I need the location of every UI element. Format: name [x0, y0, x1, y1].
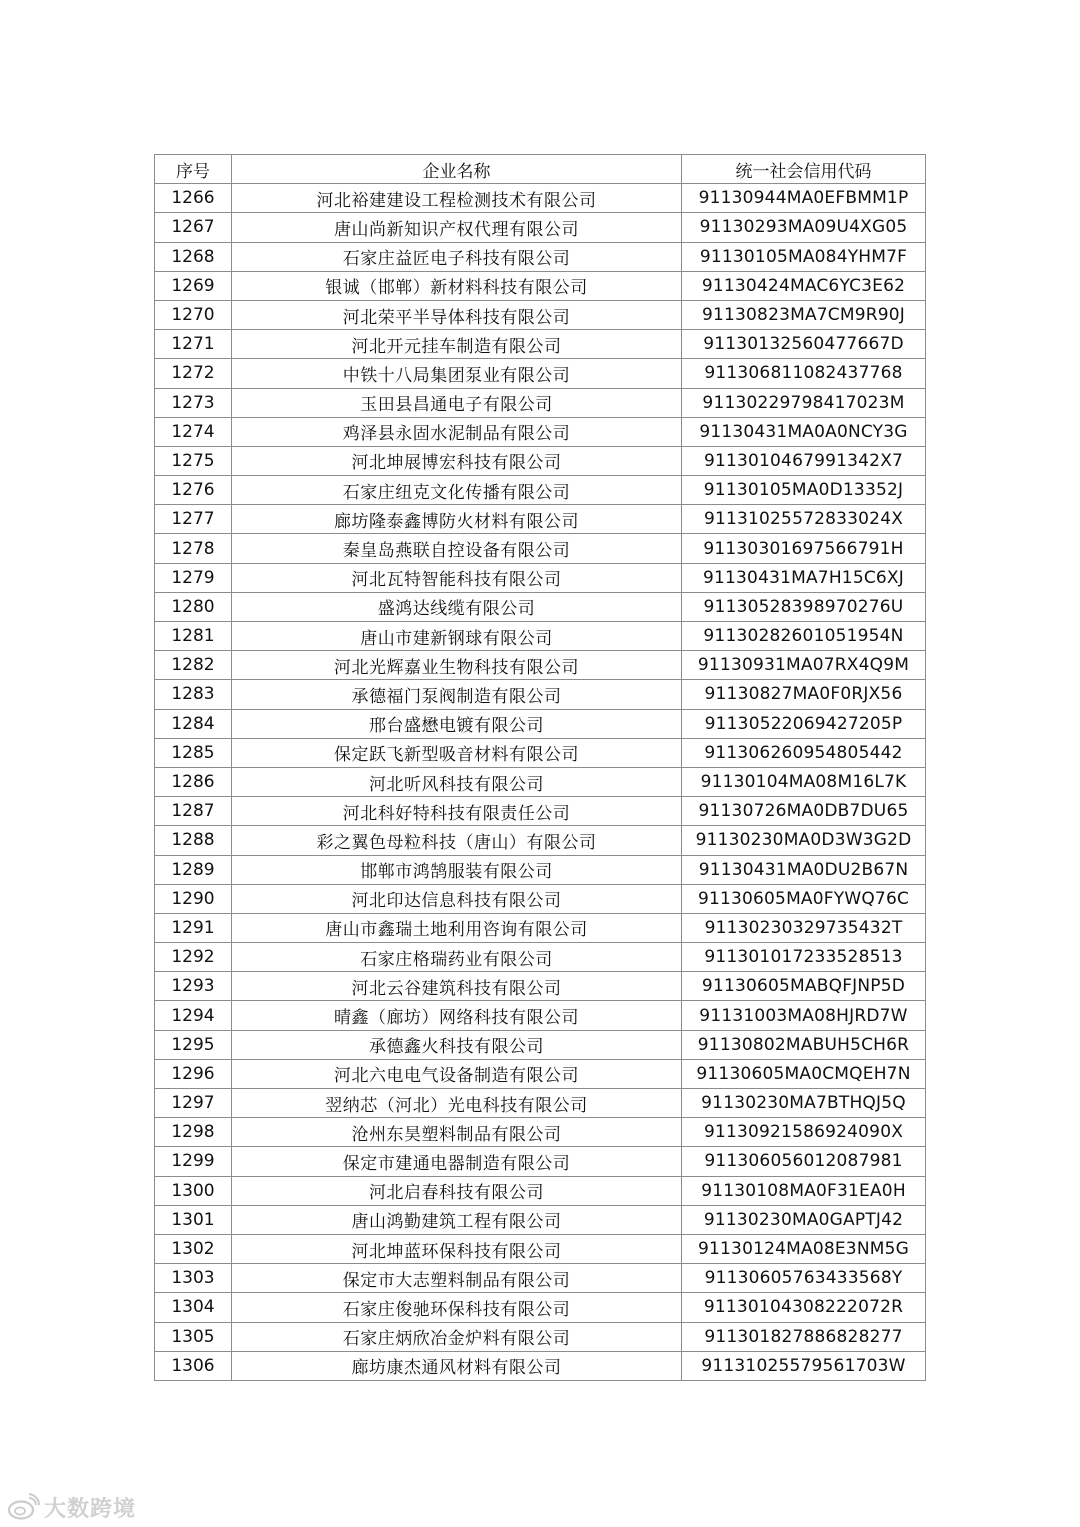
row-credit-code-cell: 91130726MA0DB7DU65	[682, 797, 926, 826]
row-company-name-cell: 唐山鸿勤建筑工程有限公司	[232, 1205, 682, 1234]
row-company-name-cell: 石家庄俊驰环保科技有限公司	[232, 1293, 682, 1322]
row-credit-code-cell: 91130431MA0A0NCY3G	[682, 417, 926, 446]
row-index-cell: 1278	[155, 534, 232, 563]
row-credit-code-cell: 911306811082437768	[682, 359, 926, 388]
row-company-name-cell: 河北启春科技有限公司	[232, 1176, 682, 1205]
row-index-cell: 1283	[155, 680, 232, 709]
table-row	[155, 797, 926, 826]
row-company-name-cell: 河北荣平半导体科技有限公司	[232, 300, 682, 329]
header-row	[155, 155, 926, 184]
row-company-name-cell: 保定跃飞新型吸音材料有限公司	[232, 738, 682, 767]
row-index-cell: 1286	[155, 767, 232, 796]
table-row	[155, 417, 926, 446]
row-company-name-cell: 承德鑫火科技有限公司	[232, 1030, 682, 1059]
row-credit-code-cell: 91130230MA0D3W3G2D	[682, 826, 926, 855]
row-company-name-cell: 鸡泽县永固水泥制品有限公司	[232, 417, 682, 446]
header-index: 序号	[155, 155, 232, 184]
row-company-name-cell: 保定市建通电器制造有限公司	[232, 1147, 682, 1176]
row-company-name-cell: 河北开元挂车制造有限公司	[232, 330, 682, 359]
row-index-cell: 1287	[155, 797, 232, 826]
row-credit-code-cell: 91130105MA084YHM7F	[682, 242, 926, 271]
row-credit-code-cell: 91130823MA7CM9R90J	[682, 300, 926, 329]
row-index-cell: 1294	[155, 1001, 232, 1030]
row-company-name-cell: 河北听风科技有限公司	[232, 767, 682, 796]
row-index-cell: 1302	[155, 1234, 232, 1263]
table-row	[155, 680, 926, 709]
row-credit-code-cell: 91131003MA08HJRD7W	[682, 1001, 926, 1030]
row-company-name-cell: 河北印达信息科技有限公司	[232, 884, 682, 913]
table-row	[155, 1147, 926, 1176]
row-index-cell: 1268	[155, 242, 232, 271]
row-index-cell: 1290	[155, 884, 232, 913]
table-row	[155, 505, 926, 534]
row-credit-code-cell: 91130104MA08M16L7K	[682, 767, 926, 796]
table-row	[155, 738, 926, 767]
table-row	[155, 1322, 926, 1351]
row-credit-code-cell: 911301017233528513	[682, 943, 926, 972]
row-company-name-cell: 唐山尚新知识产权代理有限公司	[232, 213, 682, 242]
row-company-name-cell: 玉田县昌通电子有限公司	[232, 388, 682, 417]
table-row	[155, 826, 926, 855]
table-row	[155, 1205, 926, 1234]
row-credit-code-cell: 91131025579561703W	[682, 1351, 926, 1380]
row-credit-code-cell: 91130802MABUH5CH6R	[682, 1030, 926, 1059]
row-company-name-cell: 河北科好特科技有限责任公司	[232, 797, 682, 826]
row-company-name-cell: 石家庄纽克文化传播有限公司	[232, 476, 682, 505]
row-index-cell: 1300	[155, 1176, 232, 1205]
row-company-name-cell: 廊坊康杰通风材料有限公司	[232, 1351, 682, 1380]
table-row	[155, 972, 926, 1001]
row-company-name-cell: 翌纳芯（河北）光电科技有限公司	[232, 1089, 682, 1118]
table-header	[155, 155, 926, 184]
row-credit-code-cell: 91130605MA0CMQEH7N	[682, 1059, 926, 1088]
row-credit-code-cell: 91130124MA08E3NM5G	[682, 1234, 926, 1263]
table-row	[155, 1351, 926, 1380]
table-row	[155, 359, 926, 388]
row-company-name-cell: 石家庄炳欣冶金炉料有限公司	[232, 1322, 682, 1351]
table-row	[155, 1001, 926, 1030]
row-credit-code-cell: 9113010467991342X7	[682, 446, 926, 475]
row-credit-code-cell: 91130827MA0F0RJX56	[682, 680, 926, 709]
row-index-cell: 1267	[155, 213, 232, 242]
table-row	[155, 855, 926, 884]
row-company-name-cell: 石家庄益匠电子科技有限公司	[232, 242, 682, 271]
row-index-cell: 1276	[155, 476, 232, 505]
row-credit-code-cell: 91130230329735432T	[682, 913, 926, 942]
row-company-name-cell: 河北云谷建筑科技有限公司	[232, 972, 682, 1001]
row-index-cell: 1288	[155, 826, 232, 855]
row-credit-code-cell: 91130282601051954N	[682, 622, 926, 651]
watermark	[6, 1490, 136, 1524]
table-row	[155, 1118, 926, 1147]
row-credit-code-cell: 91130944MA0EFBMM1P	[682, 184, 926, 213]
table-row	[155, 913, 926, 942]
row-company-name-cell: 河北坤蓝环保科技有限公司	[232, 1234, 682, 1263]
row-company-name-cell: 廊坊隆泰鑫博防火材料有限公司	[232, 505, 682, 534]
row-company-name-cell: 晴鑫（廊坊）网络科技有限公司	[232, 1001, 682, 1030]
row-index-cell: 1293	[155, 972, 232, 1001]
row-index-cell: 1266	[155, 184, 232, 213]
row-company-name-cell: 唐山市建新钢球有限公司	[232, 622, 682, 651]
row-credit-code-cell: 91130293MA09U4XG05	[682, 213, 926, 242]
table-row	[155, 622, 926, 651]
table-row	[155, 330, 926, 359]
table-row	[155, 446, 926, 475]
row-credit-code-cell: 91130921586924090X	[682, 1118, 926, 1147]
table-row	[155, 300, 926, 329]
weibo-logo-icon	[6, 1493, 40, 1521]
row-index-cell: 1291	[155, 913, 232, 942]
table-row	[155, 563, 926, 592]
table-row	[155, 709, 926, 738]
row-index-cell: 1284	[155, 709, 232, 738]
row-index-cell: 1303	[155, 1264, 232, 1293]
row-company-name-cell: 唐山市鑫瑞土地利用咨询有限公司	[232, 913, 682, 942]
row-credit-code-cell: 91130230MA0GAPTJ42	[682, 1205, 926, 1234]
row-index-cell: 1279	[155, 563, 232, 592]
row-credit-code-cell: 91130105MA0D13352J	[682, 476, 926, 505]
row-credit-code-cell: 91130605MABQFJNP5D	[682, 972, 926, 1001]
row-index-cell: 1292	[155, 943, 232, 972]
row-company-name-cell: 承德福门泵阀制造有限公司	[232, 680, 682, 709]
table-row	[155, 1234, 926, 1263]
row-index-cell: 1274	[155, 417, 232, 446]
row-index-cell: 1282	[155, 651, 232, 680]
row-index-cell: 1295	[155, 1030, 232, 1059]
row-credit-code-cell: 91131025572833024X	[682, 505, 926, 534]
row-company-name-cell: 河北瓦特智能科技有限公司	[232, 563, 682, 592]
row-company-name-cell: 河北裕建建设工程检测技术有限公司	[232, 184, 682, 213]
row-index-cell: 1275	[155, 446, 232, 475]
table-row	[155, 476, 926, 505]
row-index-cell: 1277	[155, 505, 232, 534]
row-index-cell: 1297	[155, 1089, 232, 1118]
table-row	[155, 534, 926, 563]
row-credit-code-cell: 91130424MAC6YC3E62	[682, 271, 926, 300]
row-credit-code-cell: 91130229798417023M	[682, 388, 926, 417]
header-name: 企业名称	[232, 155, 682, 184]
row-index-cell: 1272	[155, 359, 232, 388]
row-credit-code-cell: 911301827886828277	[682, 1322, 926, 1351]
row-index-cell: 1285	[155, 738, 232, 767]
row-index-cell: 1269	[155, 271, 232, 300]
table-row	[155, 943, 926, 972]
row-company-name-cell: 邯郸市鸿鹄服装有限公司	[232, 855, 682, 884]
row-index-cell: 1306	[155, 1351, 232, 1380]
table-row	[155, 271, 926, 300]
row-credit-code-cell: 91130108MA0F31EA0H	[682, 1176, 926, 1205]
row-index-cell: 1280	[155, 592, 232, 621]
row-credit-code-cell: 91130431MA7H15C6XJ	[682, 563, 926, 592]
row-company-name-cell: 石家庄格瑞药业有限公司	[232, 943, 682, 972]
row-index-cell: 1270	[155, 300, 232, 329]
enterprise-table	[154, 154, 926, 1381]
table-row	[155, 1176, 926, 1205]
row-index-cell: 1298	[155, 1118, 232, 1147]
table-row	[155, 242, 926, 271]
row-credit-code-cell: 91130132560477667D	[682, 330, 926, 359]
row-company-name-cell: 沧州东昊塑料制品有限公司	[232, 1118, 682, 1147]
header-code: 统一社会信用代码	[682, 155, 926, 184]
row-credit-code-cell: 91130528398970276U	[682, 592, 926, 621]
watermark-text: 大数跨境	[44, 1496, 137, 1522]
row-company-name-cell: 秦皇岛燕联自控设备有限公司	[232, 534, 682, 563]
row-credit-code-cell: 91130605763433568Y	[682, 1264, 926, 1293]
row-credit-code-cell: 911306260954805442	[682, 738, 926, 767]
row-company-name-cell: 河北坤展博宏科技有限公司	[232, 446, 682, 475]
row-company-name-cell: 盛鸿达线缆有限公司	[232, 592, 682, 621]
row-credit-code-cell: 91130104308222072R	[682, 1293, 926, 1322]
row-credit-code-cell: 91130230MA7BTHQJ5Q	[682, 1089, 926, 1118]
row-index-cell: 1289	[155, 855, 232, 884]
table-row	[155, 592, 926, 621]
table-row	[155, 1059, 926, 1088]
table-row	[155, 1264, 926, 1293]
row-index-cell: 1304	[155, 1293, 232, 1322]
row-company-name-cell: 保定市大志塑料制品有限公司	[232, 1264, 682, 1293]
table-row	[155, 184, 926, 213]
table-row	[155, 1293, 926, 1322]
row-index-cell: 1273	[155, 388, 232, 417]
table-row	[155, 884, 926, 913]
row-company-name-cell: 河北光辉嘉业生物科技有限公司	[232, 651, 682, 680]
table-row	[155, 1089, 926, 1118]
table-body	[155, 184, 926, 1381]
row-credit-code-cell: 911306056012087981	[682, 1147, 926, 1176]
row-index-cell: 1281	[155, 622, 232, 651]
table-row	[155, 767, 926, 796]
row-index-cell: 1301	[155, 1205, 232, 1234]
row-index-cell: 1271	[155, 330, 232, 359]
row-company-name-cell: 彩之翼色母粒科技（唐山）有限公司	[232, 826, 682, 855]
row-credit-code-cell: 91130522069427205P	[682, 709, 926, 738]
table-row	[155, 388, 926, 417]
row-index-cell: 1299	[155, 1147, 232, 1176]
row-credit-code-cell: 91130931MA07RX4Q9M	[682, 651, 926, 680]
row-company-name-cell: 河北六电电气设备制造有限公司	[232, 1059, 682, 1088]
table-row	[155, 213, 926, 242]
row-credit-code-cell: 91130605MA0FYWQ76C	[682, 884, 926, 913]
row-company-name-cell: 邢台盛懋电镀有限公司	[232, 709, 682, 738]
row-credit-code-cell: 91130301697566791H	[682, 534, 926, 563]
table-row	[155, 1030, 926, 1059]
row-company-name-cell: 银诚（邯郸）新材料科技有限公司	[232, 271, 682, 300]
table-row	[155, 651, 926, 680]
row-credit-code-cell: 91130431MA0DU2B67N	[682, 855, 926, 884]
row-index-cell: 1305	[155, 1322, 232, 1351]
row-index-cell: 1296	[155, 1059, 232, 1088]
row-company-name-cell: 中铁十八局集团泵业有限公司	[232, 359, 682, 388]
